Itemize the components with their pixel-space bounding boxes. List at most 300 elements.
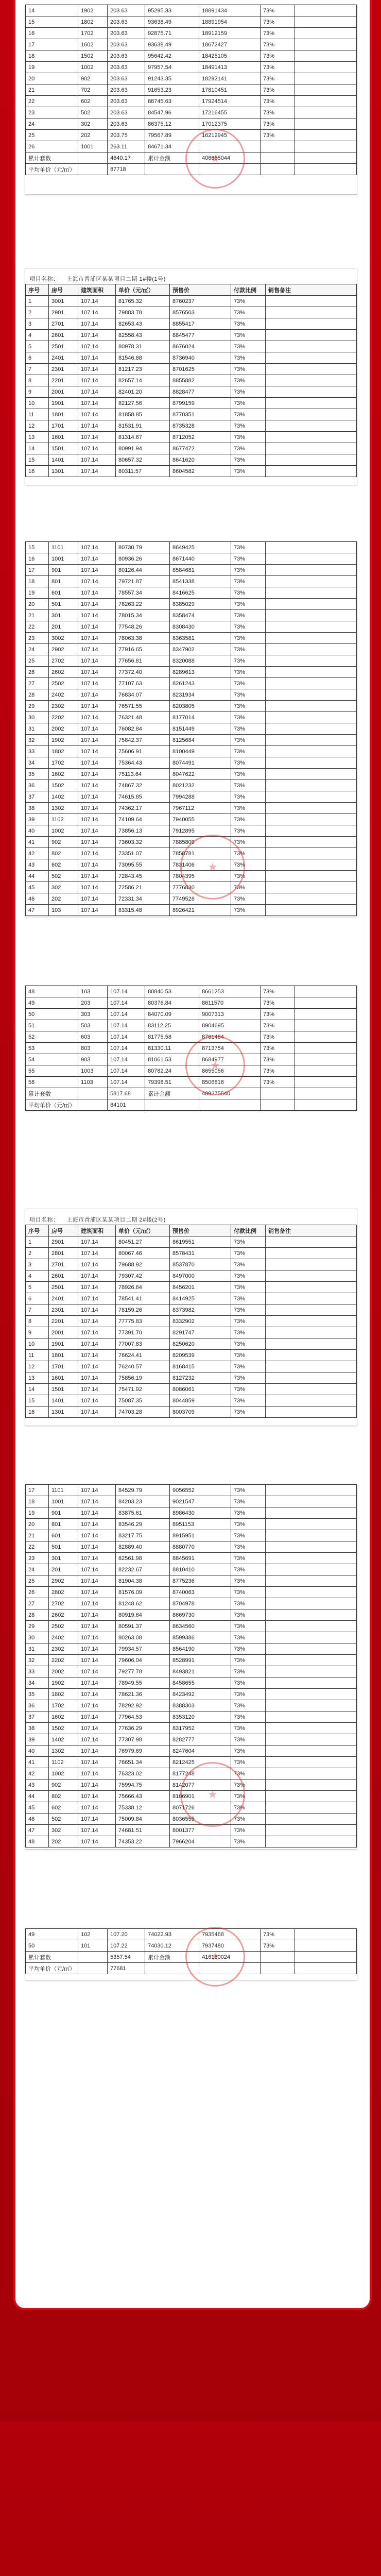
- table-row: [26, 1384, 357, 1395]
- table-cell: 73%: [261, 39, 295, 50]
- table-cell: 107.14: [78, 678, 116, 689]
- table-cell: 1101: [49, 1485, 78, 1496]
- table-cell: 30: [26, 1632, 49, 1643]
- table-cell: 107.14: [78, 1802, 116, 1814]
- table-cell: 2602: [49, 1609, 78, 1621]
- table-cell: 77964.53: [116, 1711, 170, 1723]
- table-row: [26, 701, 357, 712]
- table-cell: 201: [49, 621, 78, 633]
- table-row: [26, 73, 357, 84]
- table-cell: 76651.34: [116, 1757, 170, 1768]
- table-cell: [266, 1575, 357, 1587]
- table-cell: 73%: [261, 96, 295, 107]
- table-cell: 107.14: [78, 882, 116, 893]
- table-row: [26, 1077, 357, 1088]
- table-cell: 8506816: [199, 1077, 261, 1088]
- table-cell: 75606.91: [116, 746, 170, 757]
- table-cell: 73%: [261, 5, 295, 16]
- table-cell: 73%: [231, 307, 266, 318]
- table-cell: 81546.88: [116, 352, 170, 364]
- table-cell: 107.14: [78, 871, 116, 882]
- price-table: [25, 541, 357, 916]
- table-cell: 22: [26, 1541, 49, 1553]
- table-row: [26, 553, 357, 565]
- table-row: [26, 1745, 357, 1757]
- table-cell: 73%: [231, 780, 266, 791]
- table-cell: 73%: [231, 1700, 266, 1711]
- table-cell: 48: [26, 1836, 49, 1848]
- table-cell: [266, 364, 357, 375]
- table-cell: 2701: [49, 318, 78, 330]
- table-cell: 74022.93: [145, 1929, 199, 1940]
- table-cell: 49: [26, 997, 78, 1009]
- table-cell: 21: [26, 610, 49, 621]
- table-cell: 73%: [261, 1065, 295, 1077]
- table-row: [26, 50, 357, 62]
- table-cell: 107.14: [78, 1666, 116, 1677]
- table-cell: [295, 1929, 357, 1940]
- table-cell: 37: [26, 1711, 49, 1723]
- table-cell: [266, 825, 357, 837]
- table-cell: 902: [78, 73, 108, 84]
- table-cell: 10: [26, 1338, 49, 1350]
- table-cell: 1802: [49, 1689, 78, 1700]
- table-cell: 73%: [231, 701, 266, 712]
- table-cell: 73%: [231, 667, 266, 678]
- table-cell: 107.14: [78, 723, 116, 735]
- table-cell: 107.14: [78, 1598, 116, 1609]
- table-cell: 406865044: [199, 152, 261, 164]
- table-cell: [266, 1485, 357, 1496]
- table-row: [26, 386, 357, 398]
- table-cell: [266, 859, 357, 871]
- table-cell: 702: [78, 84, 108, 96]
- table-cell: 45: [26, 882, 49, 893]
- table-cell: 8599386: [170, 1632, 231, 1643]
- table-cell: 80263.08: [116, 1632, 170, 1643]
- table-cell: 56: [26, 1077, 78, 1088]
- table-row: [26, 1485, 357, 1496]
- table-row: [26, 1031, 357, 1043]
- table-row: [26, 803, 357, 814]
- table-cell: 23: [26, 633, 49, 644]
- table-row: [26, 84, 357, 96]
- table-cell: 78063.38: [116, 633, 170, 644]
- table-cell: 74109.64: [116, 814, 170, 825]
- table-row: [26, 678, 357, 689]
- table-row: [26, 1361, 357, 1372]
- table-cell: 15: [26, 454, 49, 466]
- table-cell: 107.14: [78, 655, 116, 667]
- table-cell: 107.14: [78, 1293, 116, 1304]
- table-cell: [266, 599, 357, 610]
- table-cell: 73%: [231, 466, 266, 477]
- table-row: [26, 1929, 357, 1940]
- table-cell: 78949.55: [116, 1677, 170, 1689]
- table-cell: 28: [26, 689, 49, 701]
- table-cell: 801: [49, 576, 78, 587]
- table-cell: 107.14: [78, 587, 116, 599]
- table-row: [26, 1316, 357, 1327]
- table-cell: 73%: [231, 1259, 266, 1270]
- table-cell: 107.14: [78, 1836, 116, 1848]
- table-cell: 33: [26, 1666, 49, 1677]
- table-cell: 5: [26, 341, 49, 352]
- table-cell: 73%: [231, 757, 266, 769]
- table-cell: [266, 1666, 357, 1677]
- table-cell: 74353.22: [116, 1836, 170, 1848]
- table-cell: 47: [26, 1825, 49, 1836]
- table-cell: 107.14: [78, 1825, 116, 1836]
- table-cell: 107.14: [78, 1395, 116, 1406]
- table-cell: [266, 1677, 357, 1689]
- table-cell: 2501: [49, 341, 78, 352]
- table-cell: 78263.22: [116, 599, 170, 610]
- table-cell: 73%: [231, 1406, 266, 1418]
- table-cell: 8231934: [170, 689, 231, 701]
- table-row: [26, 1519, 357, 1530]
- table-cell: 602: [49, 1802, 78, 1814]
- table-cell: 74681.51: [116, 1825, 170, 1836]
- table-row: [26, 837, 357, 848]
- table-cell: 28: [26, 1609, 49, 1621]
- table-row: [26, 893, 357, 905]
- table-cell: [266, 905, 357, 916]
- table-cell: 77107.63: [116, 678, 170, 689]
- table-cell: 107.14: [78, 1316, 116, 1327]
- table-cell: 82653.43: [116, 318, 170, 330]
- table-cell: 8001377: [170, 1825, 231, 1836]
- table-cell: 77916.65: [116, 644, 170, 655]
- table-cell: 97957.54: [145, 62, 199, 73]
- table-row: [26, 1632, 357, 1643]
- table-cell: 2901: [49, 307, 78, 318]
- table-cell: 8388303: [170, 1700, 231, 1711]
- table-cell: 80591.37: [116, 1621, 170, 1632]
- table-cell: 902: [49, 1780, 78, 1791]
- table-cell: 5: [26, 1282, 49, 1293]
- table-cell: 203.63: [108, 107, 145, 118]
- table-cell: 79567.89: [145, 130, 199, 141]
- table-cell: 107.14: [78, 375, 116, 386]
- table-cell: 10: [26, 398, 49, 409]
- table-cell: 1101: [49, 542, 78, 553]
- table-cell: 38: [26, 1723, 49, 1734]
- table-cell: 31: [26, 1643, 49, 1655]
- table-cell: 1401: [49, 1395, 78, 1406]
- table-cell: 301: [49, 610, 78, 621]
- table-cell: 107.14: [108, 1065, 145, 1077]
- table-cell: [266, 814, 357, 825]
- table-cell: 2301: [49, 364, 78, 375]
- table-cell: [295, 16, 357, 28]
- table-cell: 43: [26, 859, 49, 871]
- table-cell: 107.14: [78, 837, 116, 848]
- table-cell: 76321.48: [116, 712, 170, 723]
- table-cell: 73%: [231, 769, 266, 780]
- table-cell: 35: [26, 769, 49, 780]
- table-row: [26, 542, 357, 553]
- table-cell: 8619551: [170, 1236, 231, 1248]
- table-cell: 7804395: [170, 871, 231, 882]
- table-cell: 73856.13: [116, 825, 170, 837]
- table-cell: 8261243: [170, 678, 231, 689]
- table-cell: 73%: [231, 454, 266, 466]
- table-cell: 4640.17: [108, 152, 145, 164]
- table-cell: 8047622: [170, 769, 231, 780]
- table-cell: 84671.34: [145, 141, 199, 152]
- table-cell: 34: [26, 757, 49, 769]
- table-cell: 80657.32: [116, 454, 170, 466]
- table-row: [26, 905, 357, 916]
- table-cell: 8036555: [170, 1814, 231, 1825]
- table-cell: [266, 341, 357, 352]
- table-row: [26, 1530, 357, 1541]
- table-cell: 73%: [231, 1485, 266, 1496]
- table-row: [26, 16, 357, 28]
- table-cell: [266, 1745, 357, 1757]
- table-cell: 26: [26, 1587, 49, 1598]
- table-cell: 602: [49, 859, 78, 871]
- table-row: [26, 1043, 357, 1054]
- table-cell: [266, 466, 357, 477]
- table-row: [26, 757, 357, 769]
- table-cell: 8951153: [170, 1519, 231, 1530]
- table-cell: 2601: [49, 330, 78, 341]
- table-cell: 23: [26, 107, 78, 118]
- table-cell: 107.14: [78, 1643, 116, 1655]
- price-sheet-6: [25, 1484, 357, 1850]
- table-cell: 73%: [261, 16, 295, 28]
- table-cell: 301: [49, 1553, 78, 1564]
- table-cell: 38: [26, 803, 49, 814]
- table-row: [26, 825, 357, 837]
- table-row: [26, 1088, 357, 1099]
- table-cell: [266, 621, 357, 633]
- table-cell: 107.14: [78, 432, 116, 443]
- table-cell: 73%: [231, 1768, 266, 1780]
- table-cell: 2202: [49, 1655, 78, 1666]
- table-cell: 73%: [231, 712, 266, 723]
- table-row: [26, 1496, 357, 1507]
- table-cell: 47: [26, 905, 49, 916]
- table-cell: 1301: [49, 466, 78, 477]
- table-cell: 8736940: [170, 352, 231, 364]
- table-row: [26, 1338, 357, 1350]
- table-row: [26, 1350, 357, 1361]
- table-cell: 50: [26, 1940, 78, 1952]
- table-cell: 81858.85: [116, 409, 170, 420]
- table-cell: 86375.12: [145, 118, 199, 130]
- table-cell: 107.14: [78, 1350, 116, 1361]
- table-cell: 74867.32: [116, 780, 170, 791]
- table-cell: 45: [26, 1802, 49, 1814]
- table-cell: 27: [26, 1598, 49, 1609]
- table-row: [26, 364, 357, 375]
- table-row: [26, 352, 357, 364]
- table-cell: 8578431: [170, 1248, 231, 1259]
- table-cell: [266, 1304, 357, 1316]
- table-cell: 8168415: [170, 1361, 231, 1372]
- table-cell: [266, 1768, 357, 1780]
- table-cell: 8414925: [170, 1293, 231, 1304]
- table-cell: 8611570: [199, 997, 261, 1009]
- price-table: [25, 1225, 357, 1418]
- table-cell: 489275540: [199, 1088, 261, 1099]
- table-cell: 8044859: [170, 1395, 231, 1406]
- table-cell: 73%: [231, 1293, 266, 1304]
- table-row: [26, 1609, 357, 1621]
- table-cell: 14: [26, 443, 49, 454]
- table-cell: 203.63: [108, 118, 145, 130]
- table-cell: 8641620: [170, 454, 231, 466]
- table-row: [26, 62, 357, 73]
- table-cell: 29: [26, 1621, 49, 1632]
- table-cell: 203.63: [108, 73, 145, 84]
- table-cell: [266, 330, 357, 341]
- table-cell: 107.14: [78, 814, 116, 825]
- table-cell: 18425105: [199, 50, 261, 62]
- table-cell: 107.14: [78, 565, 116, 576]
- table-cell: 平均单价（元/㎡）: [26, 164, 78, 175]
- table-row: [26, 1406, 357, 1418]
- table-cell: 23: [26, 1553, 49, 1564]
- table-row: [26, 780, 357, 791]
- table-cell: 8661253: [199, 986, 261, 997]
- table-cell: 44: [26, 871, 49, 882]
- table-row: [26, 587, 357, 599]
- table-cell: 8177014: [170, 712, 231, 723]
- table-cell: [266, 454, 357, 466]
- table-row: [26, 28, 357, 39]
- table-cell: 103: [78, 986, 108, 997]
- table-cell: 80730.79: [116, 542, 170, 553]
- table-row: [26, 432, 357, 443]
- table-row: [26, 409, 357, 420]
- table-cell: 17924514: [199, 96, 261, 107]
- table-cell: 501: [49, 599, 78, 610]
- table-cell: 32: [26, 735, 49, 746]
- table-cell: 75338.12: [116, 1802, 170, 1814]
- table-row: [26, 1757, 357, 1768]
- project-name: 上海市青浦区某某项目二期 2#楼(2号): [66, 1217, 166, 1223]
- table-cell: 79688.92: [116, 1259, 170, 1270]
- table-cell: 2602: [49, 667, 78, 678]
- table-cell: 73%: [231, 398, 266, 409]
- table-cell: 1002: [49, 1768, 78, 1780]
- table-cell: 107.14: [78, 1757, 116, 1768]
- table-cell: 79398.51: [145, 1077, 199, 1088]
- table-cell: 1702: [78, 28, 108, 39]
- table-cell: 18912159: [199, 28, 261, 39]
- column-header: 付款比例: [231, 1225, 266, 1236]
- table-cell: 8704978: [170, 1598, 231, 1609]
- table-cell: 1401: [49, 454, 78, 466]
- table-cell: 103: [49, 905, 78, 916]
- table-cell: 84529.79: [116, 1485, 170, 1496]
- table-cell: 202: [49, 1836, 78, 1848]
- table-row: [26, 565, 357, 576]
- table-cell: 18292141: [199, 73, 261, 84]
- table-cell: 73%: [231, 1609, 266, 1621]
- table-cell: [295, 62, 357, 73]
- table-cell: 8986430: [170, 1507, 231, 1519]
- table-cell: 73%: [231, 375, 266, 386]
- table-cell: 95295.33: [145, 5, 199, 16]
- table-cell: 83112.25: [145, 1020, 199, 1031]
- decorative-swoosh-background: [0, 2421, 381, 2576]
- table-cell: 107.14: [78, 1711, 116, 1723]
- table-cell: 802: [49, 1791, 78, 1802]
- table-cell: 8855882: [170, 375, 231, 386]
- table-cell: 73%: [231, 610, 266, 621]
- table-cell: 8915951: [170, 1530, 231, 1541]
- table-cell: 44: [26, 1791, 49, 1802]
- table-cell: 22: [26, 96, 78, 107]
- table-cell: 73%: [231, 1655, 266, 1666]
- table-cell: [295, 39, 357, 50]
- table-cell: [266, 1530, 357, 1541]
- table-cell: [266, 1259, 357, 1270]
- table-cell: 1902: [49, 1677, 78, 1689]
- table-cell: 18891954: [199, 16, 261, 28]
- table-cell: 27: [26, 678, 49, 689]
- table-cell: 78926.64: [116, 1282, 170, 1293]
- table-cell: 2901: [49, 1236, 78, 1248]
- table-row: [26, 1282, 357, 1293]
- table-cell: 91653.23: [145, 84, 199, 96]
- table-cell: [295, 1940, 357, 1952]
- table-cell: 73%: [231, 803, 266, 814]
- table-cell: 76571.55: [116, 701, 170, 712]
- table-cell: [266, 1293, 357, 1304]
- table-row: [26, 655, 357, 667]
- table-cell: 77391.70: [116, 1327, 170, 1338]
- table-cell: 73%: [231, 443, 266, 454]
- table-cell: 73%: [231, 1575, 266, 1587]
- table-cell: [266, 1836, 357, 1848]
- table-cell: 107.20: [108, 1929, 145, 1940]
- table-cell: 83875.61: [116, 1507, 170, 1519]
- table-cell: 77636.29: [116, 1723, 170, 1734]
- table-cell: 1902: [49, 735, 78, 746]
- table-cell: 107.14: [108, 1009, 145, 1020]
- table-cell: 107.14: [78, 1621, 116, 1632]
- table-cell: 107.14: [78, 1248, 116, 1259]
- table-cell: 107.14: [78, 905, 116, 916]
- table-cell: [78, 1952, 108, 1963]
- table-cell: [266, 893, 357, 905]
- table-cell: 73%: [231, 905, 266, 916]
- table-cell: 73%: [231, 859, 266, 871]
- table-row: [26, 1270, 357, 1282]
- table-cell: 73%: [231, 432, 266, 443]
- table-cell: 2201: [49, 375, 78, 386]
- table-cell: [266, 1316, 357, 1327]
- table-cell: 73%: [231, 746, 266, 757]
- table-cell: 80376.84: [145, 997, 199, 1009]
- table-row: [26, 1009, 357, 1020]
- table-cell: 1301: [49, 1406, 78, 1418]
- table-cell: 73%: [231, 678, 266, 689]
- table-cell: 累计套数: [26, 1088, 78, 1099]
- table-cell: 2: [26, 307, 49, 318]
- table-cell: 107.14: [78, 1587, 116, 1598]
- table-cell: [266, 1327, 357, 1338]
- table-cell: 2802: [49, 1587, 78, 1598]
- table-cell: 35: [26, 1689, 49, 1700]
- table-cell: [295, 1009, 357, 1020]
